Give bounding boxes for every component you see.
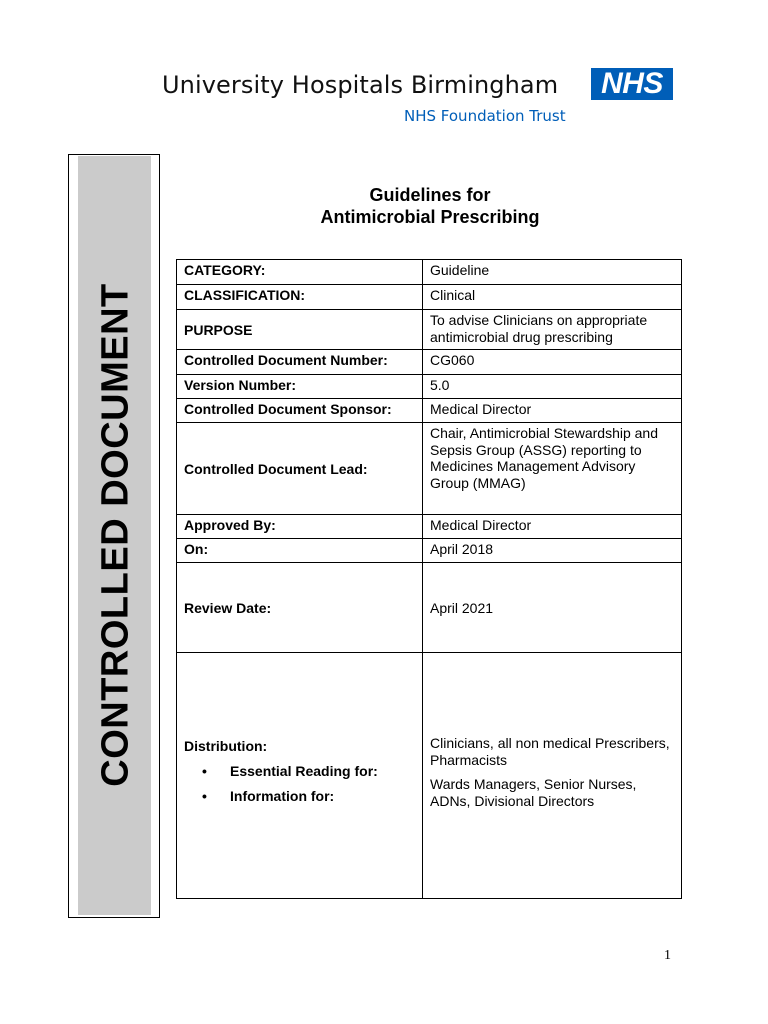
distribution-cell xyxy=(177,653,423,899)
category-label: CATEGORY: xyxy=(177,260,423,285)
distribution-values xyxy=(423,653,682,899)
document-title xyxy=(178,184,682,228)
on-value: April 2018 xyxy=(423,539,682,563)
category-value: Guideline xyxy=(423,260,682,285)
purpose-label: PURPOSE xyxy=(177,310,423,350)
review-date-value: April 2021 xyxy=(423,563,682,653)
table-row xyxy=(177,515,682,539)
trust-name: NHS Foundation Trust xyxy=(404,107,566,125)
classification-label: CLASSIFICATION: xyxy=(177,285,423,310)
version-label: Version Number: xyxy=(177,375,423,399)
table-row xyxy=(177,285,682,310)
table-row xyxy=(177,375,682,399)
lead-value: Chair, Antimicrobial Stewardship and Sepsis Group (ASSG) reporting to Medicines Management Advisory Group (MMAG) xyxy=(423,423,682,515)
banner-text: CONTROLLED DOCUMENT xyxy=(94,283,137,787)
approved-by-value: Medical Director xyxy=(423,515,682,539)
sponsor-value: Medical Director xyxy=(423,399,682,423)
distribution-label: Distribution: xyxy=(184,738,268,755)
doc-number-value: CG060 xyxy=(423,350,682,375)
essential-reading-value: Clinicians, all non medical Prescribers, Pharmacists xyxy=(430,735,670,768)
table-row xyxy=(177,260,682,285)
table-row xyxy=(177,310,682,350)
approved-by-label: Approved By: xyxy=(177,515,423,539)
table-row xyxy=(177,399,682,423)
lead-label: Controlled Document Lead: xyxy=(177,423,423,515)
classification-value: Clinical xyxy=(423,285,682,310)
table-row xyxy=(177,350,682,375)
list-item: • Essential Reading for: xyxy=(184,763,416,780)
review-date-label: Review Date: xyxy=(177,563,423,653)
nhs-logo: NHS xyxy=(591,68,673,100)
purpose-value: To advise Clinicians on appropriate antimicrobial drug prescribing xyxy=(423,310,682,350)
distribution-list xyxy=(184,763,416,805)
document-info-table xyxy=(176,259,682,899)
on-label: On: xyxy=(177,539,423,563)
page-number: 1 xyxy=(664,948,671,963)
title-line-2: Antimicrobial Prescribing xyxy=(320,207,540,227)
table-row xyxy=(177,539,682,563)
table-row xyxy=(177,423,682,515)
doc-number-label: Controlled Document Number: xyxy=(177,350,423,375)
information-value: Wards Managers, Senior Nurses, ADNs, Divisional Directors xyxy=(430,776,637,809)
organisation-name: University Hospitals Birmingham xyxy=(162,71,559,99)
sponsor-label: Controlled Document Sponsor: xyxy=(177,399,423,423)
table-row xyxy=(177,653,682,899)
table-row xyxy=(177,563,682,653)
version-value: 5.0 xyxy=(423,375,682,399)
list-item: • Information for: xyxy=(184,788,416,805)
title-line-1: Guidelines for xyxy=(369,185,491,205)
